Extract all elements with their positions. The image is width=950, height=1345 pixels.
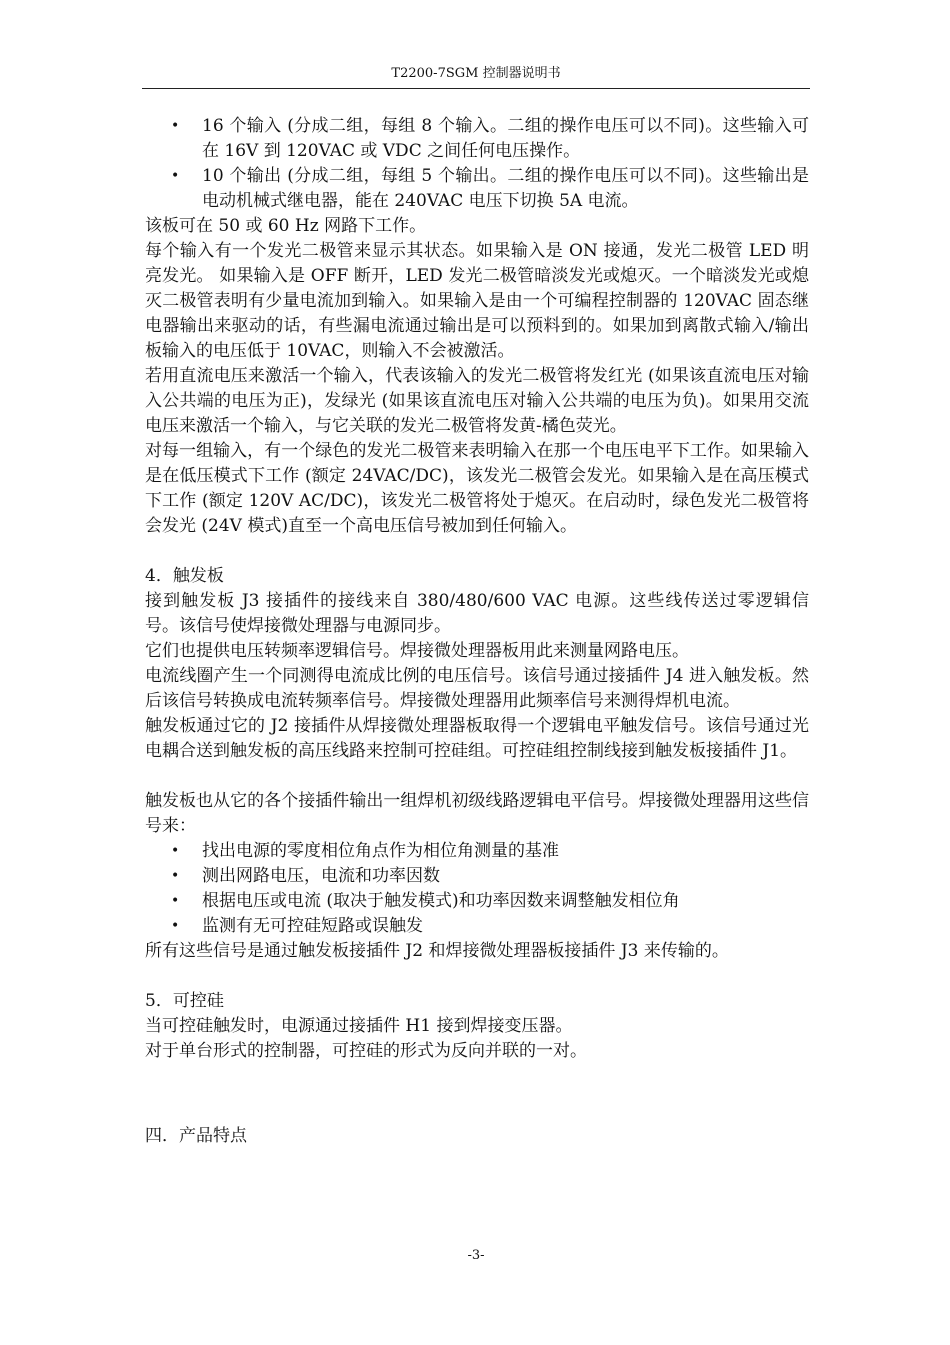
list-item: • 找出电源的零度相位角点作为相位角测量的基准 <box>145 839 809 864</box>
paragraph: 接到触发板 J3 接插件的接线来自 380/480/600 VAC 电源。这些线传送过零逻辑信号。该信号使焊接微处理器与电源同步。 <box>145 591 809 636</box>
list-item: • 根据电压或电流 (取决于触发模式)和功率因数来调整触发相位角 <box>145 889 809 914</box>
paragraph: 若用直流电压来激活一个输入，代表该输入的发光二极管将发红光 (如果该直流电压对输入公共端的电压为正)，发绿光 (如果该直流电压对输入公共端的电压为负)。如果用交流电压来激活一个输入，与它关联的发光二极管将发黄-橘色荧光。 <box>145 366 809 436</box>
bullet-icon: • <box>171 868 180 884</box>
chapter-heading: 四．产品特点 <box>145 1126 247 1146</box>
bullet-icon: • <box>171 118 180 134</box>
page-header: T2200-7SGM 控制器说明书 <box>391 66 561 81</box>
paragraph: 对每一组输入，有一个绿色的发光二极管来表明输入在那一个电压电平下工作。如果输入是在低压模式下工作 (额定 24VAC/DC)，该发光二极管会发光。如果输入是在高压模式下工作 (额定 120V AC/DC)，该发光二极管将处于熄灭。在启动时，绿色发光二极管将会发光 (24V 模式)直至一个高电压信号被加到任何输入。 <box>145 441 809 536</box>
section-heading: 5．可控硅 <box>145 991 224 1011</box>
paragraph: 所有这些信号是通过触发板接插件 J2 和焊接微处理器板接插件 J3 来传输的。 <box>145 941 729 961</box>
header-divider <box>142 88 810 89</box>
list-item: • 监测有无可控硅短路或误触发 <box>145 914 809 939</box>
paragraph: 电流线圈产生一个同测得电流成比例的电压信号。该信号通过接插件 J4 进入触发板。然后该信号转换成电流转频率信号。焊接微处理器用此频率信号来测得焊机电流。 <box>145 666 809 711</box>
paragraph: 对于单台形式的控制器，可控硅的形式为反向并联的一对。 <box>145 1041 587 1061</box>
paragraph: 每个输入有一个发光二极管来显示其状态。如果输入是 ON 接通，发光二极管 LED 明亮发光。 如果输入是 OFF 断开，LED 发光二极管暗淡发光或熄灭。一个暗淡发光或熄灭二极管表明有少量电流加到输入。如果输入是由一个可编程控制器的 120VAC 固态继电器输出来驱动的话，有些漏电流通过输出是可以预料到的。如果加到离散式输入/输出板输入的电压低于 10VAC，则输入不会被激活。 <box>145 241 809 361</box>
bullet-icon: • <box>171 843 180 859</box>
list-item: • 16 个输入 (分成二组，每组 8 个输入。二组的操作电压可以不同)。这些输入可在 16V 到 120VAC 或 VDC 之间任何电压操作。 <box>171 116 809 161</box>
list-item: • 测出网路电压，电流和功率因数 <box>145 864 809 889</box>
usage-bullet-list <box>145 839 809 939</box>
paragraph: 触发板也从它的各个接插件输出一组焊机初级线路逻辑电平信号。焊接微处理器用这些信号来： <box>145 791 809 836</box>
bullet-icon: • <box>171 893 180 909</box>
bullet-icon: • <box>171 168 180 184</box>
bullet-icon: • <box>171 918 180 934</box>
paragraph: 该板可在 50 或 60 Hz 网路下工作。 <box>145 216 427 236</box>
intro-bullet-list <box>145 114 809 214</box>
section-heading: 4．触发板 <box>145 566 224 586</box>
paragraph: 它们也提供电压转频率逻辑信号。焊接微处理器板用此来测量网路电压。 <box>145 641 689 661</box>
paragraph: 当可控硅触发时，电源通过接插件 H1 接到焊接变压器。 <box>145 1016 573 1036</box>
page-number: -3- <box>467 1248 485 1263</box>
list-item: • 10 个输出 (分成二组，每组 5 个输出。二组的操作电压可以不同)。这些输出是电动机械式继电器，能在 240VAC 电压下切换 5A 电流。 <box>171 166 809 211</box>
paragraph: 触发板通过它的 J2 接插件从焊接微处理器板取得一个逻辑电平触发信号。该信号通过光电耦合送到触发板的高压线路来控制可控硅组。可控硅组控制线接到触发板接插件 J1。 <box>145 716 809 761</box>
document-body <box>145 114 809 1149</box>
